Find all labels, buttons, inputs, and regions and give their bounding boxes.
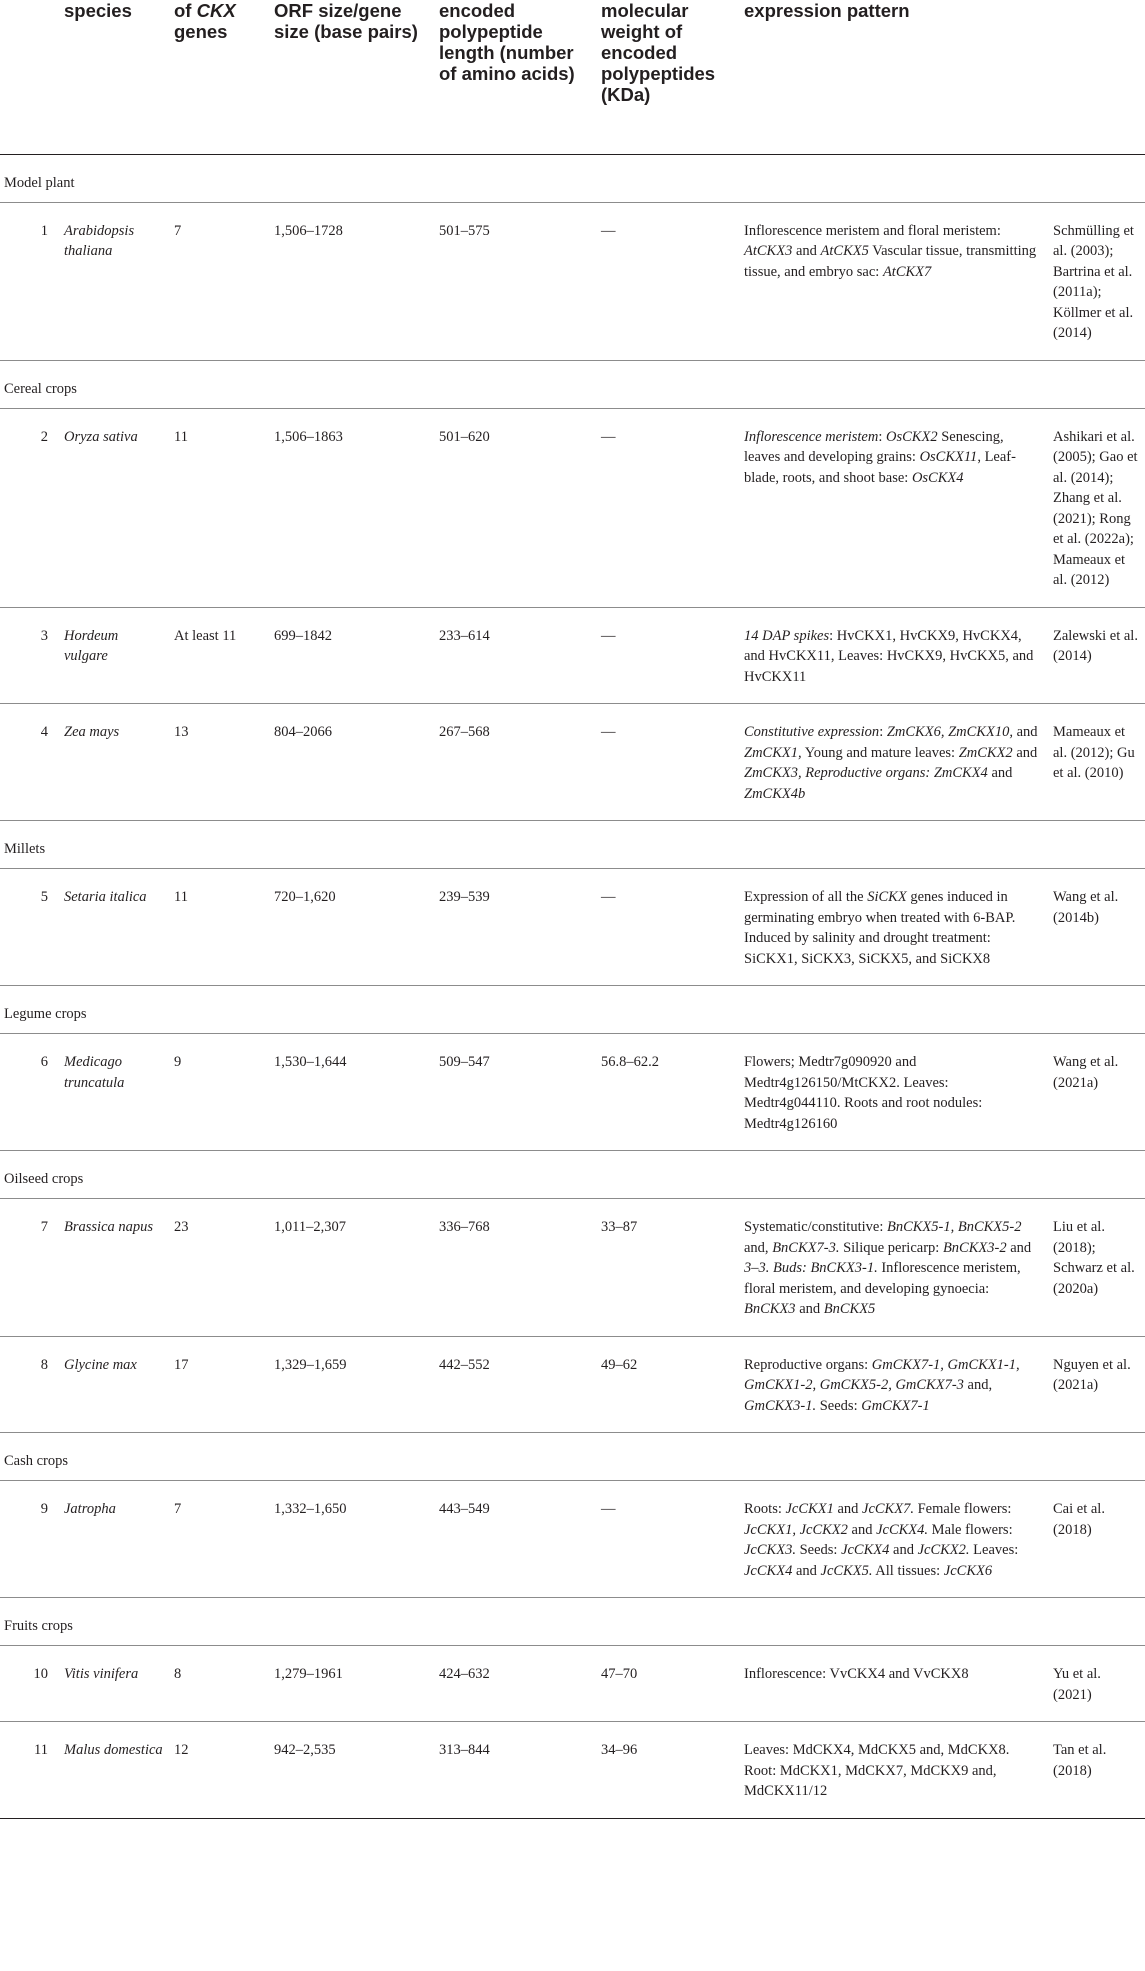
header-reference xyxy=(1049,0,1145,154)
table-header-row xyxy=(0,0,1145,154)
expression-segment: and xyxy=(1012,724,1038,740)
expression-pattern xyxy=(740,1646,1049,1722)
expression-pattern xyxy=(740,1034,1049,1151)
polypeptide-length: 509–547 xyxy=(439,1054,490,1070)
expression-segment: JcCKX1, JcCKX2 xyxy=(744,1521,848,1538)
orf-size: 699–1842 xyxy=(274,627,332,644)
group-row-millets xyxy=(0,821,1145,869)
expression-segment: JcCKX4 xyxy=(841,1542,890,1558)
expression-segment: BnCKX5-1, BnCKX5-2 xyxy=(886,1219,1022,1235)
molecular-weight: 47–70 xyxy=(601,1666,638,1682)
expression-segment: Constitutive expression xyxy=(744,724,880,740)
molecular-weight: — xyxy=(601,222,616,239)
expression-pattern xyxy=(740,1722,1049,1819)
header-molecular-weight: molecular weight of encoded polypeptides (KDa) xyxy=(601,0,716,105)
molecular-weight: 33–87 xyxy=(601,1219,638,1235)
expression-pattern xyxy=(740,408,1049,607)
expression-segment: and, xyxy=(963,1377,993,1393)
molecular-weight: — xyxy=(601,627,616,644)
species-name: Jatropha xyxy=(64,1501,116,1517)
reference: Cai et al. (2018) xyxy=(1053,1501,1105,1538)
reference: Zalewski et al. (2014) xyxy=(1053,627,1138,664)
gene-count: 12 xyxy=(174,1742,189,1758)
expression-segment: Expression of all the xyxy=(744,889,868,905)
species-name: Glycine max xyxy=(64,1356,137,1373)
group-row-legume xyxy=(0,986,1145,1034)
expression-segment: BnCKX3-2 xyxy=(942,1239,1007,1256)
group-row-cereal xyxy=(0,360,1145,408)
row-number: 7 xyxy=(40,1219,48,1235)
expression-segment: JcCKX5. xyxy=(820,1562,873,1579)
reference: Ashikari et al. (2005); Gao et al. (2014); Zhang et al. (2021); Rong et al. (2022a); Mameaux et al. (2012) xyxy=(1053,428,1138,588)
expression-pattern xyxy=(740,1481,1049,1598)
expression-segment: ZmCKX3, Reproductive organs: ZmCKX4 xyxy=(744,765,988,781)
table-row xyxy=(0,1336,1145,1433)
expression-segment: ZmCKX4b xyxy=(744,785,806,802)
gene-count: 8 xyxy=(174,1666,182,1682)
reference: Tan et al. (2018) xyxy=(1053,1742,1107,1779)
polypeptide-length: 501–575 xyxy=(439,222,490,239)
expression-segment: and xyxy=(792,243,821,259)
table-row xyxy=(0,1199,1145,1337)
orf-size: 1,530–1,644 xyxy=(274,1054,347,1070)
molecular-weight: 49–62 xyxy=(601,1356,638,1373)
expression-segment: SiCKX xyxy=(867,889,907,905)
polypeptide-length: 424–632 xyxy=(439,1666,490,1682)
orf-size: 1,279–1961 xyxy=(274,1666,343,1682)
expression-segment: OsCKX11 xyxy=(919,449,978,465)
expression-segment: : xyxy=(879,724,887,740)
reference: Nguyen et al. (2021a) xyxy=(1053,1356,1131,1393)
molecular-weight: — xyxy=(601,889,616,905)
expression-segment: Male flowers: xyxy=(928,1521,1013,1538)
table-row xyxy=(0,202,1145,360)
polypeptide-length: 442–552 xyxy=(439,1356,490,1373)
expression-segment: JcCKX7. xyxy=(862,1501,914,1517)
expression-segment: Female flowers: xyxy=(913,1501,1012,1517)
expression-segment: genes induced in germinating embryo when treated with 6-BAP. Induced by salinity and drought treatment: SiCKX1, SiCKX3, SiCKX5, and SiCKX8 xyxy=(744,889,1016,967)
species-name: Arabidopsis thaliana xyxy=(64,222,135,259)
expression-segment: : HvCKX1, HvCKX9, HvCKX4, and HvCKX11, Leaves: HvCKX9, HvCKX5, and HvCKX11 xyxy=(744,627,1034,685)
row-number: 10 xyxy=(33,1666,48,1682)
gene-count: At least 11 xyxy=(174,627,237,644)
orf-size: 1,011–2,307 xyxy=(274,1219,346,1235)
orf-size: 1,329–1,659 xyxy=(274,1356,347,1373)
gene-count: 11 xyxy=(174,889,188,905)
polypeptide-length: 501–620 xyxy=(439,428,490,445)
table-row xyxy=(0,1034,1145,1151)
expression-segment: Roots: xyxy=(744,1501,786,1517)
expression-segment: and xyxy=(1012,744,1038,761)
expression-segment: and xyxy=(889,1542,918,1558)
row-number: 1 xyxy=(40,222,48,239)
polypeptide-length: 233–614 xyxy=(439,627,490,644)
expression-segment: Leaves: xyxy=(969,1542,1019,1558)
polypeptide-length: 313–844 xyxy=(439,1742,490,1758)
reference: Wang et al. (2014b) xyxy=(1053,889,1119,926)
gene-count: 13 xyxy=(174,724,189,740)
group-label: Cash crops xyxy=(4,1453,69,1469)
expression-segment: JcCKX4. xyxy=(876,1521,929,1538)
reference: Liu et al. (2018); Schwarz et al. (2020a) xyxy=(1053,1219,1135,1297)
polypeptide-length: 443–549 xyxy=(439,1501,490,1517)
orf-size: 1,332–1,650 xyxy=(274,1501,347,1517)
expression-segment: OsCKX2 xyxy=(886,428,938,445)
expression-segment: Inflorescence meristem and floral meristem: xyxy=(744,222,1001,239)
expression-segment: 3–3. Buds: BnCKX3-1. xyxy=(744,1260,878,1276)
orf-size: 720–1,620 xyxy=(274,889,336,905)
table-row xyxy=(0,704,1145,821)
row-number: 3 xyxy=(40,627,48,644)
expression-segment: AtCKX3 xyxy=(744,243,793,259)
gene-count: 7 xyxy=(174,1501,182,1517)
species-name: Oryza sativa xyxy=(64,428,138,445)
header-ckx-italic: CKX xyxy=(196,0,236,21)
group-label: Millets xyxy=(4,841,46,857)
header-polypeptide-length: encoded polypeptide length (number of amino acids) xyxy=(439,0,575,84)
expression-segment: BnCKX5 xyxy=(823,1301,876,1317)
row-number: 9 xyxy=(40,1501,48,1517)
species-name: Zea mays xyxy=(64,724,120,740)
header-number xyxy=(0,0,60,154)
group-label: Legume crops xyxy=(4,1006,87,1022)
expression-segment: JcCKX4 xyxy=(744,1562,793,1579)
expression-segment: GmCKX7-1 xyxy=(861,1397,930,1414)
expression-segment: and xyxy=(847,1521,877,1538)
table-row xyxy=(0,869,1145,986)
expression-segment: AtCKX5 xyxy=(820,243,869,259)
species-name: Medicago truncatula xyxy=(64,1054,125,1091)
table-body xyxy=(0,154,1145,1818)
header-orf-size: ORF size/gene size (base pairs) xyxy=(274,0,418,42)
expression-segment: Seeds: xyxy=(816,1397,862,1414)
expression-segment: BnCKX7-3. xyxy=(772,1239,840,1256)
molecular-weight: — xyxy=(601,428,616,445)
expression-segment: Young and mature leaves: xyxy=(801,744,959,761)
expression-segment: Systematic/constitutive: xyxy=(744,1219,887,1235)
expression-segment: and xyxy=(833,1501,863,1517)
polypeptide-length: 336–768 xyxy=(439,1219,490,1235)
species-name: Brassica napus xyxy=(64,1219,154,1235)
group-label: Cereal crops xyxy=(4,380,77,397)
reference: Mameaux et al. (2012); Gu et al. (2010) xyxy=(1053,724,1135,781)
orf-size: 942–2,535 xyxy=(274,1742,336,1758)
expression-segment: GmCKX3-1. xyxy=(744,1397,817,1414)
group-row-cash xyxy=(0,1433,1145,1481)
row-number: 4 xyxy=(40,724,48,740)
expression-segment: ZmCKX6, ZmCKX10, xyxy=(886,724,1013,740)
expression-segment: 14 DAP spikes xyxy=(744,627,830,644)
group-row-model xyxy=(0,154,1145,202)
gene-count: 23 xyxy=(174,1219,189,1235)
expression-segment: JcCKX3. xyxy=(744,1542,796,1558)
polypeptide-length: 239–539 xyxy=(439,889,490,905)
expression-segment: BnCKX3 xyxy=(744,1301,796,1317)
expression-segment: Leaves: MdCKX4, MdCKX5 and, MdCKX8. Root: MdCKX1, MdCKX7, MdCKX9 and, MdCKX11/12 xyxy=(744,1742,1010,1799)
species-name: Setaria italica xyxy=(64,889,147,905)
expression-segment: OsCKX4 xyxy=(911,469,964,486)
expression-pattern xyxy=(740,202,1049,360)
gene-count: 7 xyxy=(174,222,182,239)
expression-pattern xyxy=(740,704,1049,821)
expression-segment: ZmCKX1, xyxy=(744,744,802,761)
table-row xyxy=(0,1722,1145,1819)
header-expression-pattern: expression pattern xyxy=(744,0,910,21)
expression-segment: JcCKX6 xyxy=(943,1562,993,1579)
expression-segment: and xyxy=(795,1301,824,1317)
expression-segment: Inflorescence: VvCKX4 and VvCKX8 xyxy=(744,1666,969,1682)
gene-count: 9 xyxy=(174,1054,182,1070)
reference: Wang et al. (2021a) xyxy=(1053,1054,1119,1091)
row-number: 8 xyxy=(40,1356,48,1373)
gene-count: 11 xyxy=(174,428,188,445)
expression-segment: Inflorescence meristem xyxy=(744,428,879,445)
orf-size: 1,506–1863 xyxy=(274,428,343,445)
species-name: Malus domestica xyxy=(64,1742,163,1758)
molecular-weight: — xyxy=(601,724,616,740)
header-gene-count-text: of CKX genes xyxy=(174,0,236,42)
expression-segment: , Leaf-blade, roots, and shoot base: xyxy=(744,449,1016,486)
expression-pattern xyxy=(740,607,1049,704)
header-species: species xyxy=(64,0,132,21)
row-number: 6 xyxy=(40,1054,48,1070)
molecular-weight: 56.8–62.2 xyxy=(601,1054,659,1070)
expression-segment: Inflorescence meristem, floral meristem, and developing gynoecia: xyxy=(744,1260,1021,1297)
expression-pattern xyxy=(740,1336,1049,1433)
expression-segment: Reproductive organs: xyxy=(744,1356,872,1373)
table-row xyxy=(0,408,1145,607)
group-label: Oilseed crops xyxy=(4,1171,84,1187)
table-row xyxy=(0,607,1145,704)
expression-segment: and xyxy=(987,765,1013,781)
expression-segment: All tissues: xyxy=(872,1562,944,1579)
orf-size: 804–2066 xyxy=(274,724,332,740)
group-label: Fruits crops xyxy=(4,1618,73,1634)
row-number: 2 xyxy=(40,428,48,445)
expression-segment: ZmCKX2 xyxy=(958,744,1013,761)
expression-segment: JcCKX1 xyxy=(785,1501,834,1517)
gene-count: 17 xyxy=(174,1356,189,1373)
table-row xyxy=(0,1646,1145,1722)
table-row xyxy=(0,1481,1145,1598)
species-name: Hordeum vulgare xyxy=(64,627,119,664)
expression-segment: and xyxy=(792,1562,821,1579)
expression-segment: AtCKX7 xyxy=(882,263,932,280)
molecular-weight: 34–96 xyxy=(601,1742,638,1758)
group-row-fruits xyxy=(0,1598,1145,1646)
reference: Schmülling et al. (2003); Bartrina et al. (2011a); Köllmer et al. (2014) xyxy=(1053,222,1134,341)
expression-segment: Senescing, leaves and developing grains: xyxy=(744,428,1004,465)
expression-segment: JcCKX2. xyxy=(917,1542,970,1558)
expression-segment: GmCKX7-1, GmCKX1-1, GmCKX1-2, GmCKX5-2, GmCKX7-3 xyxy=(744,1356,1020,1393)
expression-segment: and, xyxy=(744,1239,773,1256)
header-gene-count xyxy=(170,0,270,154)
row-number: 11 xyxy=(34,1742,48,1758)
reference: Yu et al. (2021) xyxy=(1053,1666,1101,1703)
expression-pattern xyxy=(740,869,1049,986)
expression-segment: and xyxy=(1006,1239,1032,1256)
molecular-weight: — xyxy=(601,1501,616,1517)
expression-segment: Silique pericarp: xyxy=(839,1239,943,1256)
species-name: Vitis vinifera xyxy=(64,1666,139,1682)
expression-segment: : xyxy=(878,428,887,445)
group-row-oilseed xyxy=(0,1151,1145,1199)
expression-segment: Flowers; Medtr7g090920 and Medtr4g126150/MtCKX2. Leaves: Medtr4g044110. Roots and root nodules: Medtr4g126160 xyxy=(744,1054,983,1132)
row-number: 5 xyxy=(40,889,48,905)
polypeptide-length: 267–568 xyxy=(439,724,490,740)
expression-segment: Seeds: xyxy=(795,1542,842,1558)
expression-segment: Vascular tissue, transmitting tissue, and embryo sac: xyxy=(744,243,1037,280)
group-label: Model plant xyxy=(4,174,75,191)
orf-size: 1,506–1728 xyxy=(274,222,343,239)
expression-pattern xyxy=(740,1199,1049,1337)
